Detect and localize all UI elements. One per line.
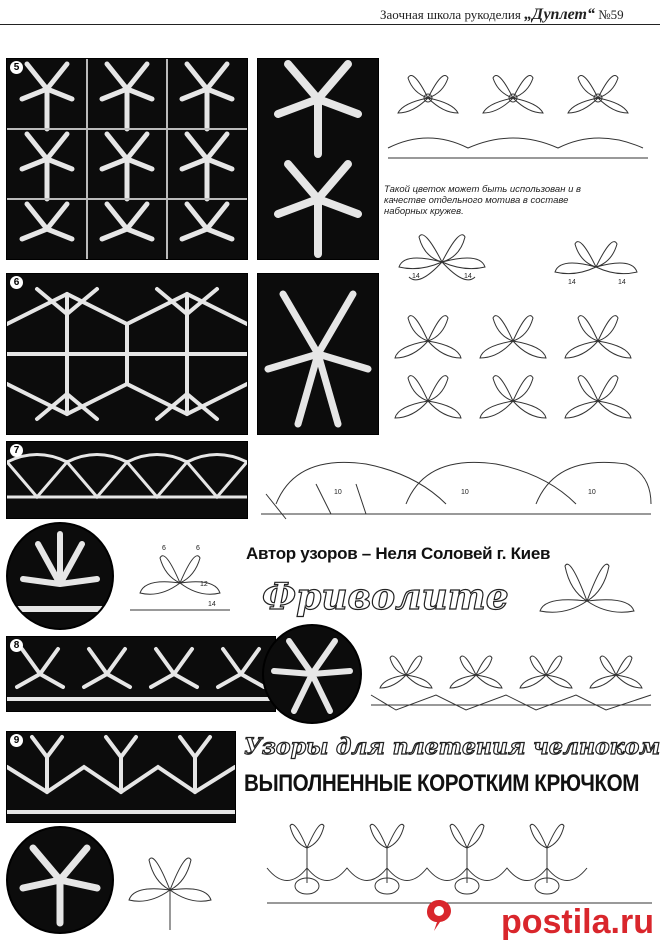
header-rule bbox=[0, 24, 660, 25]
diagram-caption: Такой цветок может быть использован и в качестве отдельного мотива в составе наборных кружев. bbox=[384, 184, 581, 217]
count-label: 10 bbox=[588, 489, 596, 496]
lace-texture bbox=[7, 732, 235, 822]
count-label: 14 bbox=[568, 279, 576, 286]
pin-logo-icon bbox=[424, 898, 454, 932]
photo-number: 6 bbox=[10, 276, 23, 289]
lace-texture bbox=[8, 524, 112, 628]
diagram-svg bbox=[366, 640, 656, 722]
lace-texture bbox=[7, 442, 247, 518]
diagram-svg bbox=[114, 840, 226, 936]
lace-photo-round-3 bbox=[6, 826, 114, 934]
subtitle-script: Узоры для плетения челноком bbox=[244, 734, 660, 760]
count-label: 14 bbox=[464, 273, 472, 280]
lace-photo-round-1 bbox=[6, 522, 114, 630]
count-label: 14 bbox=[208, 601, 216, 608]
photo-number: 8 bbox=[10, 639, 23, 652]
photo-number: 7 bbox=[10, 444, 23, 457]
count-label: 10 bbox=[461, 489, 469, 496]
diagram-svg bbox=[540, 222, 652, 292]
diagram-svg bbox=[384, 212, 500, 288]
pattern-diagram-7 bbox=[256, 444, 656, 534]
header-brand: „Дуплет“ bbox=[524, 6, 595, 23]
pattern-diagram-5 bbox=[383, 58, 653, 178]
pattern-diagram-mid bbox=[120, 538, 240, 620]
lace-texture bbox=[258, 59, 378, 259]
lace-photo-5 bbox=[6, 58, 248, 260]
lace-texture bbox=[7, 274, 247, 434]
count-label: 12 bbox=[200, 581, 208, 588]
flower-diagram-side bbox=[520, 546, 654, 636]
count-label: 10 bbox=[334, 489, 342, 496]
page-header bbox=[380, 6, 624, 24]
lace-texture bbox=[7, 637, 275, 711]
diagram-svg bbox=[520, 546, 654, 636]
pattern-diagram-6 bbox=[383, 296, 653, 432]
author-line: Автор узоров – Неля Соловей г. Киев bbox=[246, 544, 551, 563]
photo-number: 5 bbox=[10, 61, 23, 74]
diagram-svg bbox=[383, 296, 653, 432]
header-issue: №59 bbox=[598, 7, 624, 22]
lace-photo-round-2 bbox=[262, 624, 362, 724]
watermark: postila.ru bbox=[500, 903, 654, 941]
photo-number: 9 bbox=[10, 734, 23, 747]
count-label: 6 bbox=[196, 545, 200, 552]
flower-diagram-left bbox=[384, 212, 500, 288]
diagram-svg bbox=[120, 538, 240, 620]
lace-photo-6 bbox=[6, 273, 248, 435]
count-label: 14 bbox=[618, 279, 626, 286]
count-label: 6 bbox=[162, 545, 166, 552]
script-title: Фриволите bbox=[262, 576, 509, 618]
pattern-diagram-9 bbox=[262, 808, 656, 918]
lace-photo-6-closeup bbox=[257, 273, 379, 435]
pattern-diagram-8 bbox=[366, 640, 656, 722]
diagram-svg bbox=[256, 444, 656, 534]
page-title: ВЫПОЛНЕННЫЕ КОРОТКИМ КРЮЧКОМ bbox=[244, 770, 640, 797]
lace-texture bbox=[264, 626, 360, 722]
diagram-svg bbox=[262, 808, 656, 918]
lace-photo-5-closeup bbox=[257, 58, 379, 260]
lace-texture bbox=[258, 274, 378, 434]
lace-texture bbox=[8, 828, 112, 932]
lace-photo-7 bbox=[6, 441, 248, 519]
lace-texture bbox=[7, 59, 247, 259]
lace-photo-9 bbox=[6, 731, 236, 823]
count-label: 14 bbox=[412, 273, 420, 280]
diagram-svg bbox=[383, 58, 653, 178]
flower-diagram-right bbox=[540, 222, 652, 292]
lace-photo-8 bbox=[6, 636, 276, 712]
header-text: Заочная школа рукоделия bbox=[380, 7, 521, 22]
flower-diagram-bottom bbox=[114, 840, 226, 936]
